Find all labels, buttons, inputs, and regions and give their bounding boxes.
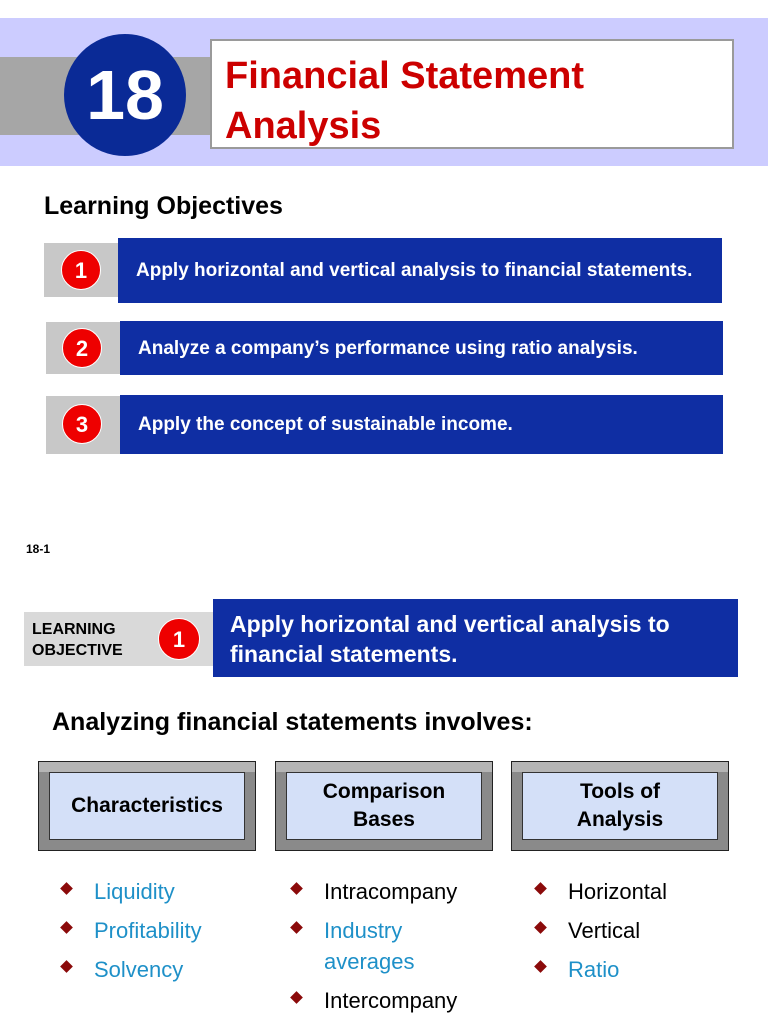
list-item-text: Ratio bbox=[568, 957, 620, 982]
tools-of-analysis-box bbox=[511, 761, 729, 851]
list-item-text: Intracompany bbox=[324, 879, 458, 904]
list-item-text: Vertical bbox=[568, 918, 641, 943]
diamond-bullet-icon bbox=[534, 921, 547, 934]
diamond-bullet-icon bbox=[534, 882, 547, 895]
objective-1-number: 1 bbox=[61, 250, 101, 290]
objective-banner-number: 1 bbox=[158, 618, 200, 660]
diamond-bullet-icon bbox=[534, 960, 547, 973]
objective-banner-text: Apply horizontal and vertical analysis to financial statements. bbox=[213, 599, 738, 677]
chapter-number-badge: 18 bbox=[64, 34, 186, 156]
objective-banner-label: LEARNING OBJECTIVE bbox=[32, 621, 123, 659]
list-item-text: Profitability bbox=[94, 918, 202, 943]
diamond-bullet-icon bbox=[60, 921, 73, 934]
list-item-text: Intercompany bbox=[324, 988, 458, 1013]
involves-heading: Analyzing financial statements involves: bbox=[52, 708, 533, 736]
slide-number: 18-1 bbox=[26, 542, 51, 556]
learning-objectives-heading: Learning Objectives bbox=[44, 192, 283, 220]
diamond-bullet-icon bbox=[60, 960, 73, 973]
objective-3-text: Apply the concept of sustainable income. bbox=[120, 395, 723, 454]
list-item bbox=[58, 876, 258, 907]
list-item-text: Liquidity bbox=[94, 879, 175, 904]
list-item bbox=[288, 876, 458, 907]
list-item-text: Horizontal bbox=[568, 879, 668, 904]
list-item bbox=[58, 915, 258, 946]
objective-2-number: 2 bbox=[62, 328, 102, 368]
objective-1-text: Apply horizontal and vertical analysis to financial statements. bbox=[118, 238, 722, 303]
bevel-highlight bbox=[39, 762, 255, 772]
list-item bbox=[58, 954, 258, 985]
characteristics-box-label: Characteristics bbox=[49, 772, 245, 840]
characteristics-box bbox=[38, 761, 256, 851]
list-item bbox=[288, 915, 458, 977]
list-item-text: Solvency bbox=[94, 957, 184, 982]
list-item bbox=[532, 915, 732, 946]
comparison-bases-list bbox=[288, 876, 458, 1024]
diamond-bullet-icon bbox=[290, 991, 303, 1004]
list-item bbox=[288, 985, 458, 1016]
tools-of-analysis-box-label: Tools of Analysis bbox=[522, 772, 718, 840]
objective-3-number: 3 bbox=[62, 404, 102, 444]
list-item-text: Industry averages bbox=[324, 918, 415, 974]
list-item bbox=[532, 954, 732, 985]
diamond-bullet-icon bbox=[60, 882, 73, 895]
list-item bbox=[532, 876, 732, 907]
diamond-bullet-icon bbox=[290, 882, 303, 895]
page-title: Financial Statement Analysis bbox=[225, 55, 584, 147]
diamond-bullet-icon bbox=[290, 921, 303, 934]
title-box bbox=[210, 39, 734, 149]
characteristics-list bbox=[58, 876, 258, 993]
comparison-bases-box bbox=[275, 761, 493, 851]
objective-2-text: Analyze a company’s performance using ratio analysis. bbox=[120, 321, 723, 375]
comparison-bases-box-label: Comparison Bases bbox=[286, 772, 482, 840]
bevel-highlight bbox=[276, 762, 492, 772]
bevel-highlight bbox=[512, 762, 728, 772]
tools-of-analysis-list bbox=[532, 876, 732, 993]
